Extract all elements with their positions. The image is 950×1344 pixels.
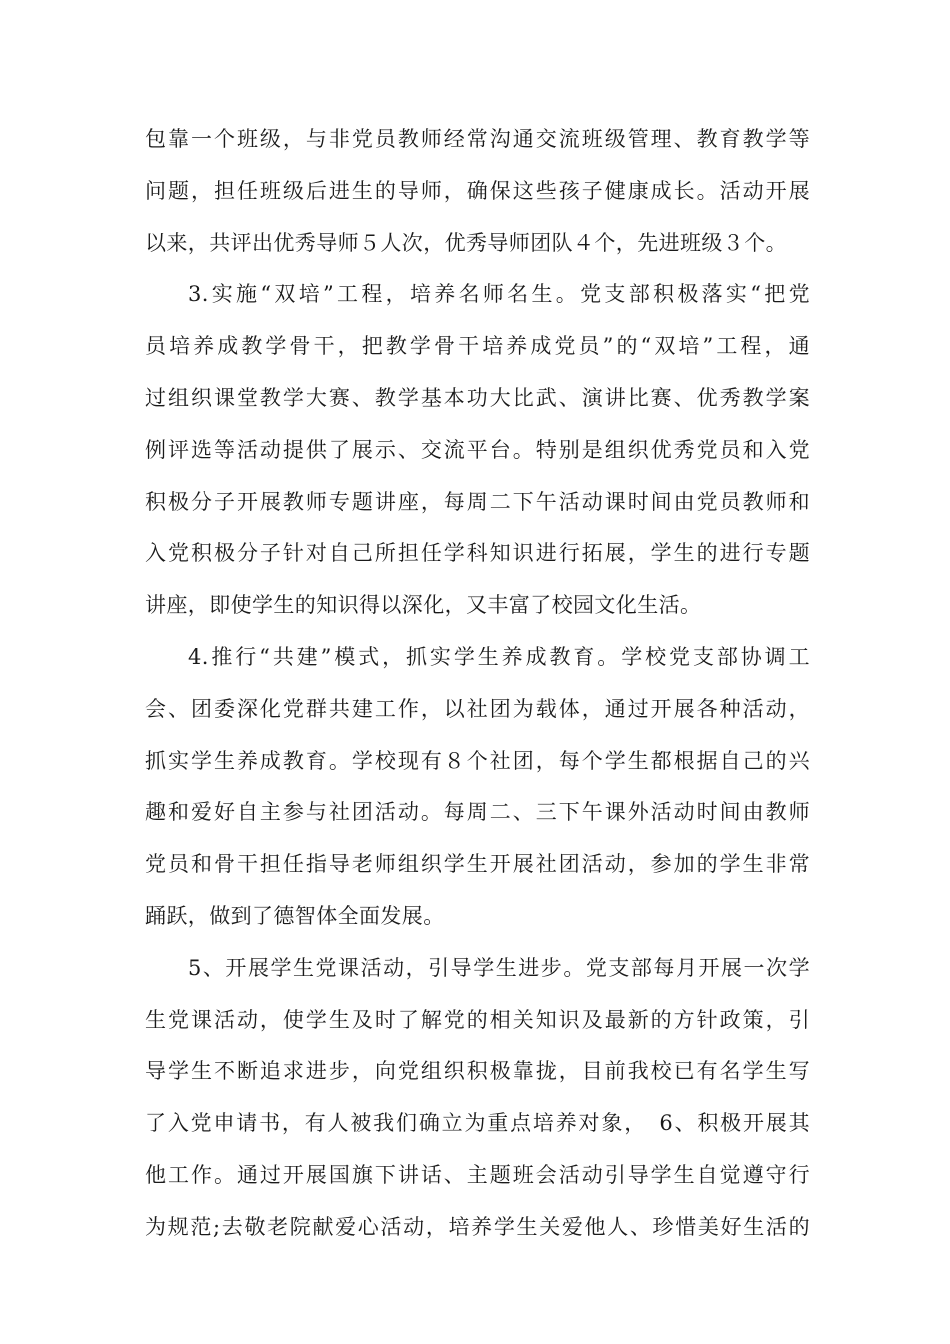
text-line: 5、开展学生党课活动，引导学生进步。党支部每月开展一次学 (188, 955, 810, 980)
text-line: 员培养成教学骨干，把教学骨干培养成党员”的“双培”工程，通 (145, 334, 810, 359)
text-line: 趣和爱好自主参与社团活动。每周二、三下午课外活动时间由教师 (145, 800, 810, 825)
text-line: 了入党申请书，有人被我们确立为重点培养对象， 6、积极开展其 (145, 1111, 810, 1136)
body-text (145, 114, 810, 1254)
text-line: 为规范;去敬老院献爱心活动，培养学生关爱他人、珍惜美好生活的 (145, 1214, 810, 1239)
text-line: 3.实施“双培”工程，培养名师名生。党支部积极落实“把党 (188, 282, 810, 307)
text-line: 会、团委深化党群共建工作，以社团为载体，通过开展各种活动， (145, 696, 810, 721)
text-line: 抓实学生养成教育。学校现有８个社团，每个学生都根据自己的兴 (145, 748, 810, 773)
text-line: 包靠一个班级，与非党员教师经常沟通交流班级管理、教育教学等 (145, 127, 810, 151)
text-line: 党员和骨干担任指导老师组织学生开展社团活动，参加的学生非常 (145, 852, 810, 877)
text-line: 以来，共评出优秀导师５人次，优秀导师团队４个，先进班级３个。 (145, 230, 787, 255)
text-line: 过组织课堂教学大赛、教学基本功大比武、演讲比赛、优秀教学案 (145, 385, 810, 410)
text-line: 他工作。通过开展国旗下讲话、主题班会活动引导学生自觉遵守行 (145, 1162, 810, 1187)
text-line: 例评选等活动提供了展示、交流平台。特别是组织优秀党员和入党 (145, 437, 810, 462)
text-line: 生党课活动，使学生及时了解党的相关知识及最新的方针政策，引 (145, 1007, 810, 1032)
text-line: 讲座，即使学生的知识得以深化，又丰富了校园文化生活。 (145, 593, 702, 618)
text-line: 导学生不断追求进步，向党组织积极靠拢，目前我校已有名学生写 (145, 1059, 810, 1084)
text-line: 问题，担任班级后进生的导师，确保这些孩子健康成长。活动开展 (145, 178, 810, 203)
text-line: 4.推行“共建”模式，抓实学生养成教育。学校党支部协调工 (188, 644, 810, 669)
text-line: 积极分子开展教师专题讲座，每周二下午活动课时间由党员教师和 (145, 489, 810, 514)
text-line: 踊跃，做到了德智体全面发展。 (145, 903, 445, 928)
text-line: 入党积极分子针对自己所担任学科知识进行拓展，学生的进行专题 (145, 541, 810, 566)
